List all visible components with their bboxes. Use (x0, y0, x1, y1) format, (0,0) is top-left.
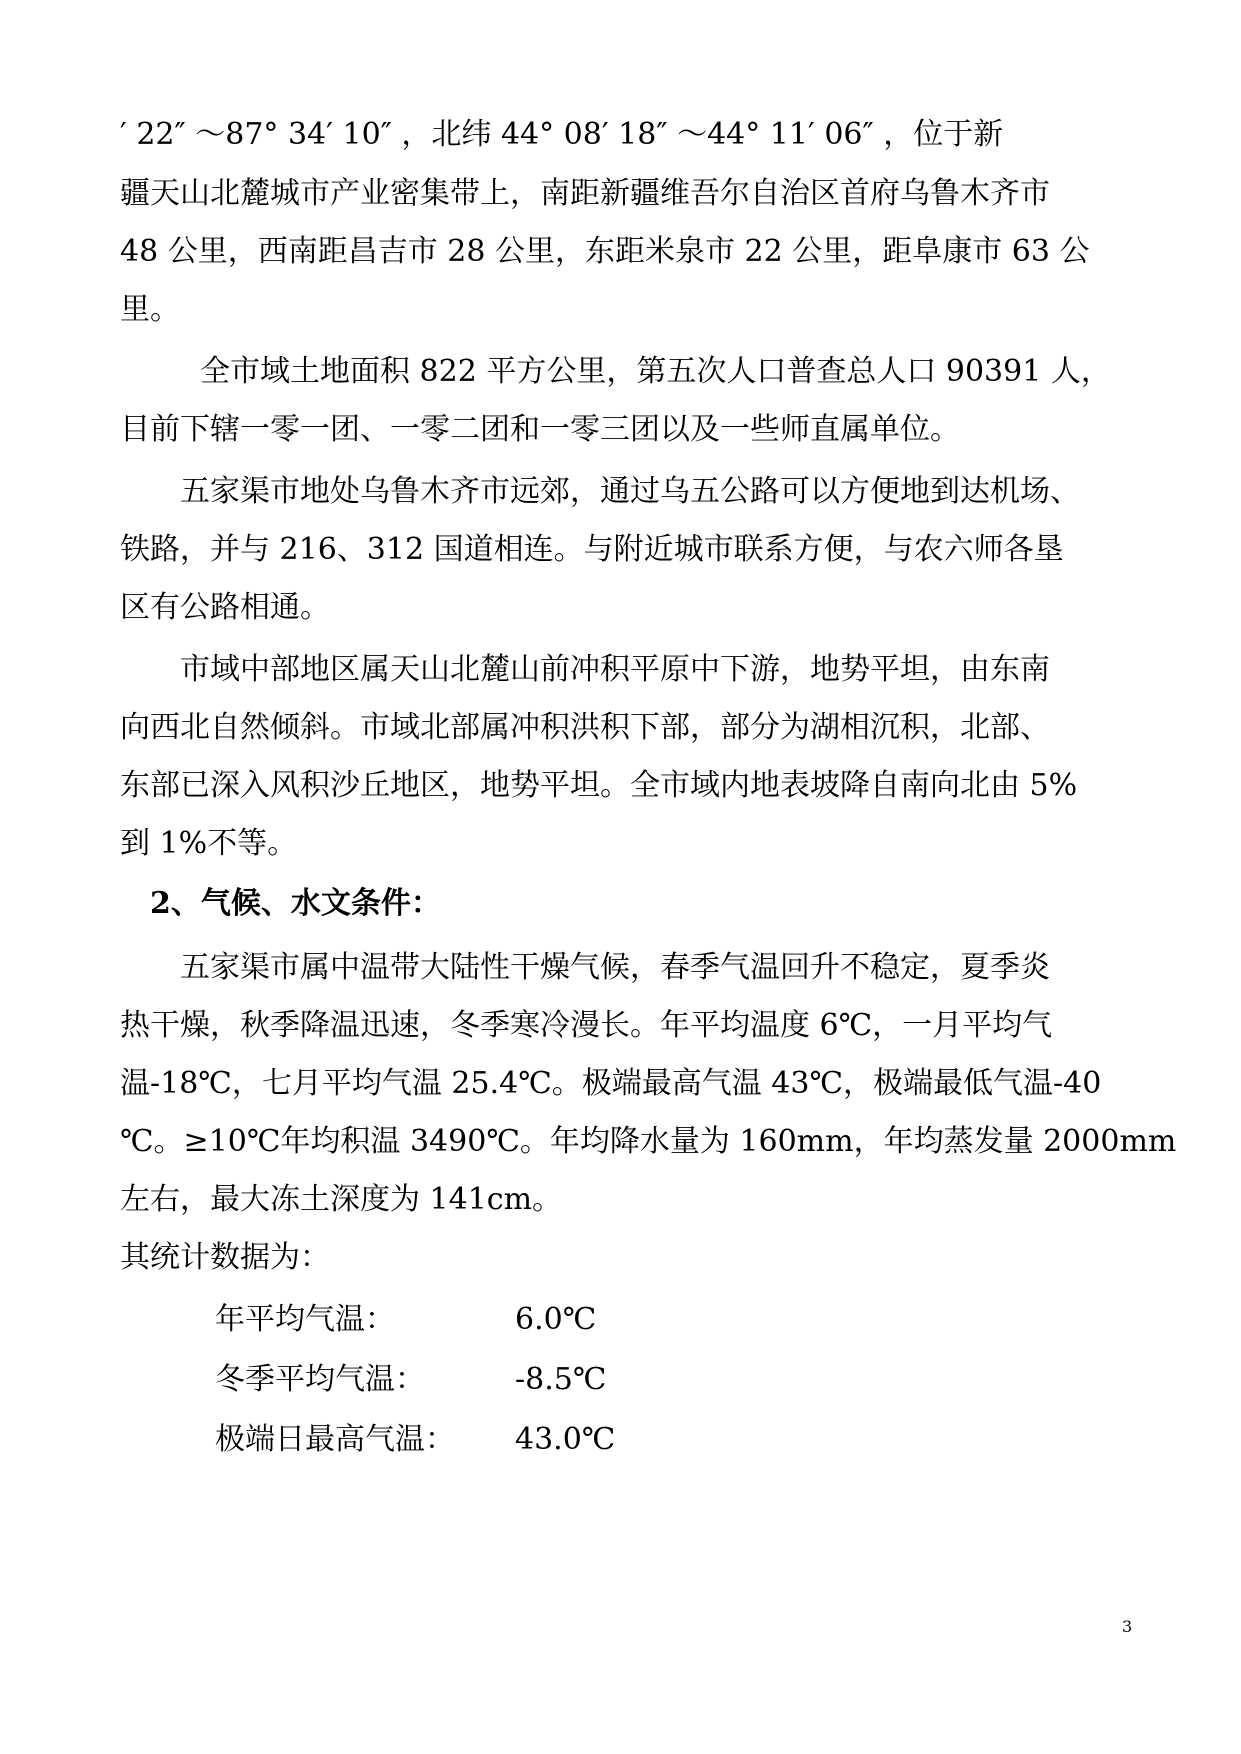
stat-row (215, 1360, 606, 1400)
section-heading: 2、气候、水文条件： (150, 886, 441, 921)
text-line: 区有公路相通。 (120, 590, 330, 625)
text-line: 里。 (120, 292, 180, 327)
stats-intro: 其统计数据为： (120, 1240, 330, 1275)
text-line: 市域中部地区属天山北麓山前冲积平原中下游，地势平坦，由东南 (180, 652, 1050, 687)
text-line: 铁路，并与 216、312 国道相连。与附近城市联系方便，与农六师各垦 (120, 532, 1064, 567)
text-line: 五家渠市地处乌鲁木齐市远郊，通过乌五公路可以方便地到达机场、 (180, 474, 1080, 509)
stat-label: 年平均气温： (215, 1302, 395, 1337)
stat-value: 6.0℃ (515, 1302, 597, 1337)
stat-value: -8.5℃ (515, 1362, 607, 1397)
text-line: ′ 22″ ～87° 34′ 10″ ，北纬 44° 08′ 18″ ～44° 11′ 06″ ，位于新 (120, 117, 1004, 152)
text-line: 东部已深入风积沙丘地区，地势平坦。全市域内地表坡降自南向北由 5% (120, 768, 1078, 803)
page-number: 3 (1122, 1617, 1133, 1636)
text-line: 48 公里，西南距昌吉市 28 公里，东距米泉市 22 公里，距阜康市 63 公 (120, 234, 1090, 269)
stat-value: 43.0℃ (515, 1422, 616, 1457)
text-line: 向西北自然倾斜。市域北部属冲积洪积下部，部分为湖相沉积，北部、 (120, 710, 1050, 745)
stat-label: 冬季平均气温： (215, 1362, 425, 1397)
text-line: 到 1%不等。 (120, 826, 298, 861)
text-line: 疆天山北麓城市产业密集带上，南距新疆维吾尔自治区首府乌鲁木齐市 (120, 176, 1050, 211)
text-line: 左右，最大冻土深度为 141cm。 (120, 1182, 563, 1217)
text-line: ℃。≥10℃年均积温 3490℃。年均降水量为 160mm，年均蒸发量 2000mm (120, 1124, 1177, 1159)
text-line: 全市域土地面积 822 平方公里，第五次人口普查总人口 90391 人， (200, 354, 1111, 389)
text-line: 五家渠市属中温带大陆性干燥气候，春季气温回升不稳定，夏季炎 (180, 950, 1050, 985)
text-line: 目前下辖一零一团、一零二团和一零三团以及一些师直属单位。 (120, 412, 960, 447)
stat-row (215, 1420, 615, 1460)
stat-label: 极端日最高气温： (215, 1422, 455, 1457)
text-line: 温-18℃，七月平均气温 25.4℃。极端最高气温 43℃，极端最低气温-40 (120, 1066, 1102, 1101)
stat-row (215, 1300, 596, 1340)
text-line: 热干燥，秋季降温迅速，冬季寒冷漫长。年平均温度 6℃，一月平均气 (120, 1008, 1053, 1043)
